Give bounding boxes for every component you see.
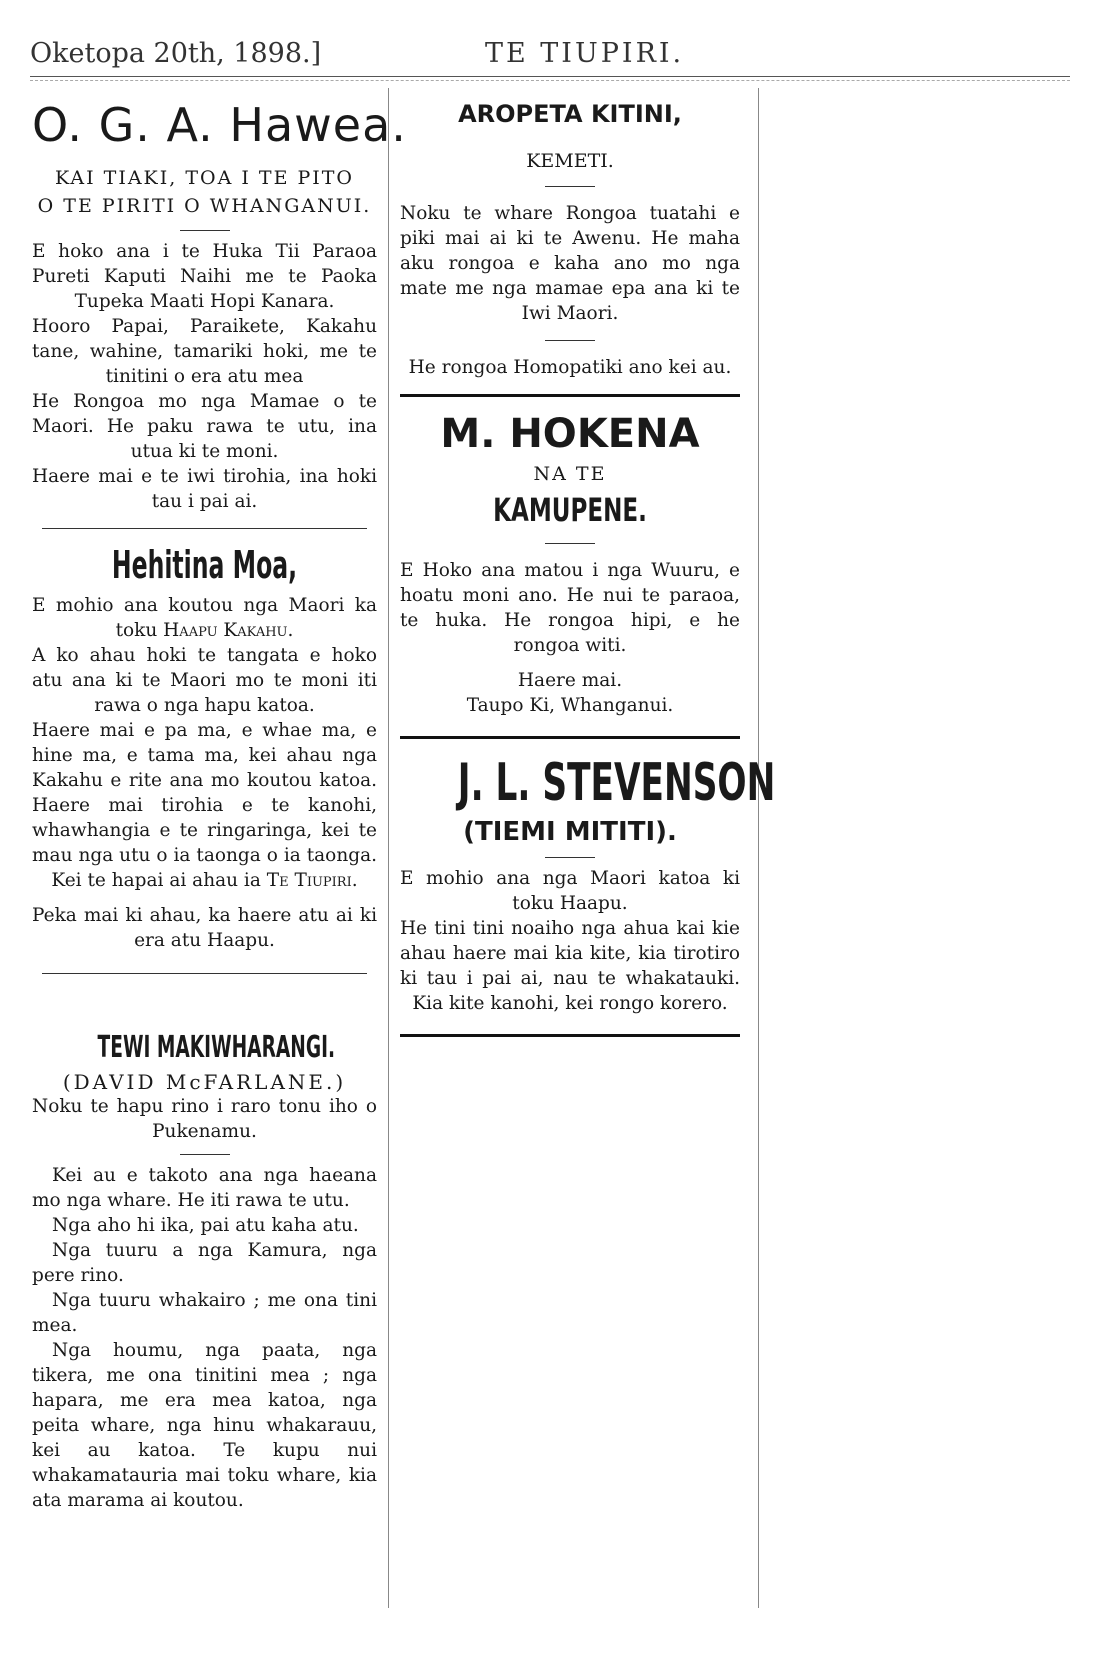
small-caps-text: Te Tiupiri. bbox=[266, 870, 358, 891]
advert-paragraph: Nga aho hi ika, pai atu kaha atu. bbox=[52, 1215, 359, 1236]
masthead-rule-dashed bbox=[30, 80, 1070, 81]
column-divider-1 bbox=[388, 88, 389, 1608]
advert-paragraph bbox=[32, 593, 377, 643]
advert-subheading: KAMUPENE. bbox=[493, 491, 647, 529]
short-rule bbox=[180, 1154, 230, 1155]
advert-paragraph bbox=[32, 718, 377, 893]
advert-heading: TEWI MAKIWHARANGI. bbox=[97, 1030, 336, 1065]
masthead-rule bbox=[30, 76, 1070, 77]
advert-paragraph: A ko ahau hoki te tangata e hoko atu ana ki te Maori mo te moni iti rawa o nga hapu katoa. bbox=[32, 645, 377, 716]
advert-subheading: O TE PIRITI O WHANGANUI. bbox=[37, 195, 372, 217]
short-rule bbox=[180, 230, 230, 231]
advert-heading: J. L. STEVENSON bbox=[457, 753, 776, 813]
advert-paragraph: Nga tuuru a nga Kamura, nga pere rino. bbox=[32, 1240, 377, 1286]
advert-paragraph: Taupo Ki, Whanganui. bbox=[466, 695, 674, 716]
short-rule bbox=[545, 186, 595, 187]
advert-paragraph: Nga houmu, nga paata, nga tikera, me ona tinitini mea ; nga hapara, me era mea katoa, nga peita whare, nga hinu whakarauu, kei au katoa. Te kupu nui whakamatauria mai toku whare, kia ata marama ai koutou. bbox=[32, 1340, 377, 1511]
advert-subheading: NA TE bbox=[533, 463, 607, 485]
section-rule bbox=[400, 736, 740, 739]
advert-subheading: (DAVID McFARLANE.) bbox=[62, 1070, 347, 1094]
advert-paragraph: Noku te hapu rino i raro tonu iho o Pukenamu. bbox=[32, 1096, 377, 1142]
advert-paragraph: He rongoa Homopatiki ano kei au. bbox=[408, 357, 732, 378]
section-rule bbox=[400, 1034, 740, 1037]
advert-heading: M. HOKENA bbox=[440, 411, 700, 457]
advert-tewi bbox=[32, 1030, 377, 1513]
short-rule bbox=[545, 340, 595, 341]
advert-paragraph: E hoko ana i te Huka Tii Paraoa Pureti Kaputi Naihi me te Paoka Tupeka Maati Hopi Kanara. bbox=[32, 241, 377, 312]
advert-paragraph: Kei au e takoto ana nga haeana mo nga whare. He iti rawa te utu. bbox=[32, 1165, 377, 1211]
short-rule bbox=[545, 543, 595, 544]
advert-paragraph: Nga tuuru whakairo ; me ona tini mea. bbox=[32, 1290, 377, 1336]
advert-paragraph: Haere mai. bbox=[517, 670, 623, 691]
advert-subheading: (TIEMI MITITI). bbox=[463, 817, 677, 847]
advert-paragraph: Noku te whare Rongoa tuatahi e piki mai ai ki te Awenu. He maha aku rongoa e kaha ano mo nga mate me nga mamae epa ana ki te Iwi Maori. bbox=[400, 203, 740, 324]
advert-paragraph: Hooro Papai, Paraikete, Kakahu tane, wahine, tamariki hoki, me te tinitini o era atu mea bbox=[32, 316, 377, 387]
advert-stevenson bbox=[400, 753, 776, 1016]
advert-subheading: KEMETI. bbox=[526, 150, 614, 172]
section-rule bbox=[400, 394, 740, 397]
advert-heading: Hehitina Moa, bbox=[111, 543, 298, 587]
advert-heading: AROPETA KITINI, bbox=[458, 100, 682, 128]
advert-paragraph: E mohio ana nga Maori katoa ki toku Haapu. bbox=[400, 868, 740, 914]
advert-hehitina bbox=[32, 543, 377, 953]
section-rule bbox=[42, 528, 367, 529]
advert-aropeta bbox=[400, 100, 740, 380]
column-divider-2 bbox=[758, 88, 759, 1608]
advert-paragraph: E Hoko ana matou i nga Wuuru, e hoatu moni ano. He nui te paraoa, te huka. He rongoa hipi, e he rongoa witi. bbox=[400, 560, 740, 656]
paragraph-text: E mohio ana koutou nga Maori ka toku bbox=[32, 595, 377, 641]
issue-date: Oketopa 20th, 1898.] bbox=[30, 38, 322, 69]
advert-hawea bbox=[32, 98, 407, 514]
section-rule bbox=[42, 973, 367, 974]
advert-heading: O. G. A. Hawea. bbox=[32, 98, 407, 152]
column-middle bbox=[400, 88, 776, 1051]
newspaper-title: TE TIUPIRI. bbox=[485, 38, 685, 69]
column-left bbox=[32, 88, 407, 1513]
advert-hokena bbox=[400, 411, 740, 718]
advert-paragraph: He Rongoa mo nga Mamae o te Maori. He paku rawa te utu, ina utua ki te moni. bbox=[32, 391, 377, 462]
short-rule bbox=[545, 857, 595, 858]
advert-paragraph: Peka mai ki ahau, ka haere atu ai ki era atu Haapu. bbox=[32, 905, 377, 951]
advert-paragraph: He tini tini noaiho nga ahua kai kie ahau haere mai kia kite, kia tirotiro ki tau i pai ai, nau te whakatauki. Kia kite kanohi, kei rongo korero. bbox=[400, 918, 740, 1014]
masthead bbox=[30, 28, 1070, 78]
small-caps-text: Haapu Kakahu. bbox=[163, 620, 294, 641]
advert-paragraph: Haere mai e te iwi tirohia, ina hoki tau i pai ai. bbox=[32, 466, 377, 512]
paragraph-text: Haere mai e pa ma, e whae ma, e hine ma, e tama ma, kei ahau nga Kakahu e rite ana mo koutou katoa. Haere mai tirohia e te kanohi, whawhangia e te ringaringa, kei te mau nga utu o ia taonga o ia taonga. Kei te hapai ai ahau ia bbox=[32, 720, 377, 891]
advert-subheading: KAI TIAKI, TOA I TE PITO bbox=[54, 167, 355, 189]
